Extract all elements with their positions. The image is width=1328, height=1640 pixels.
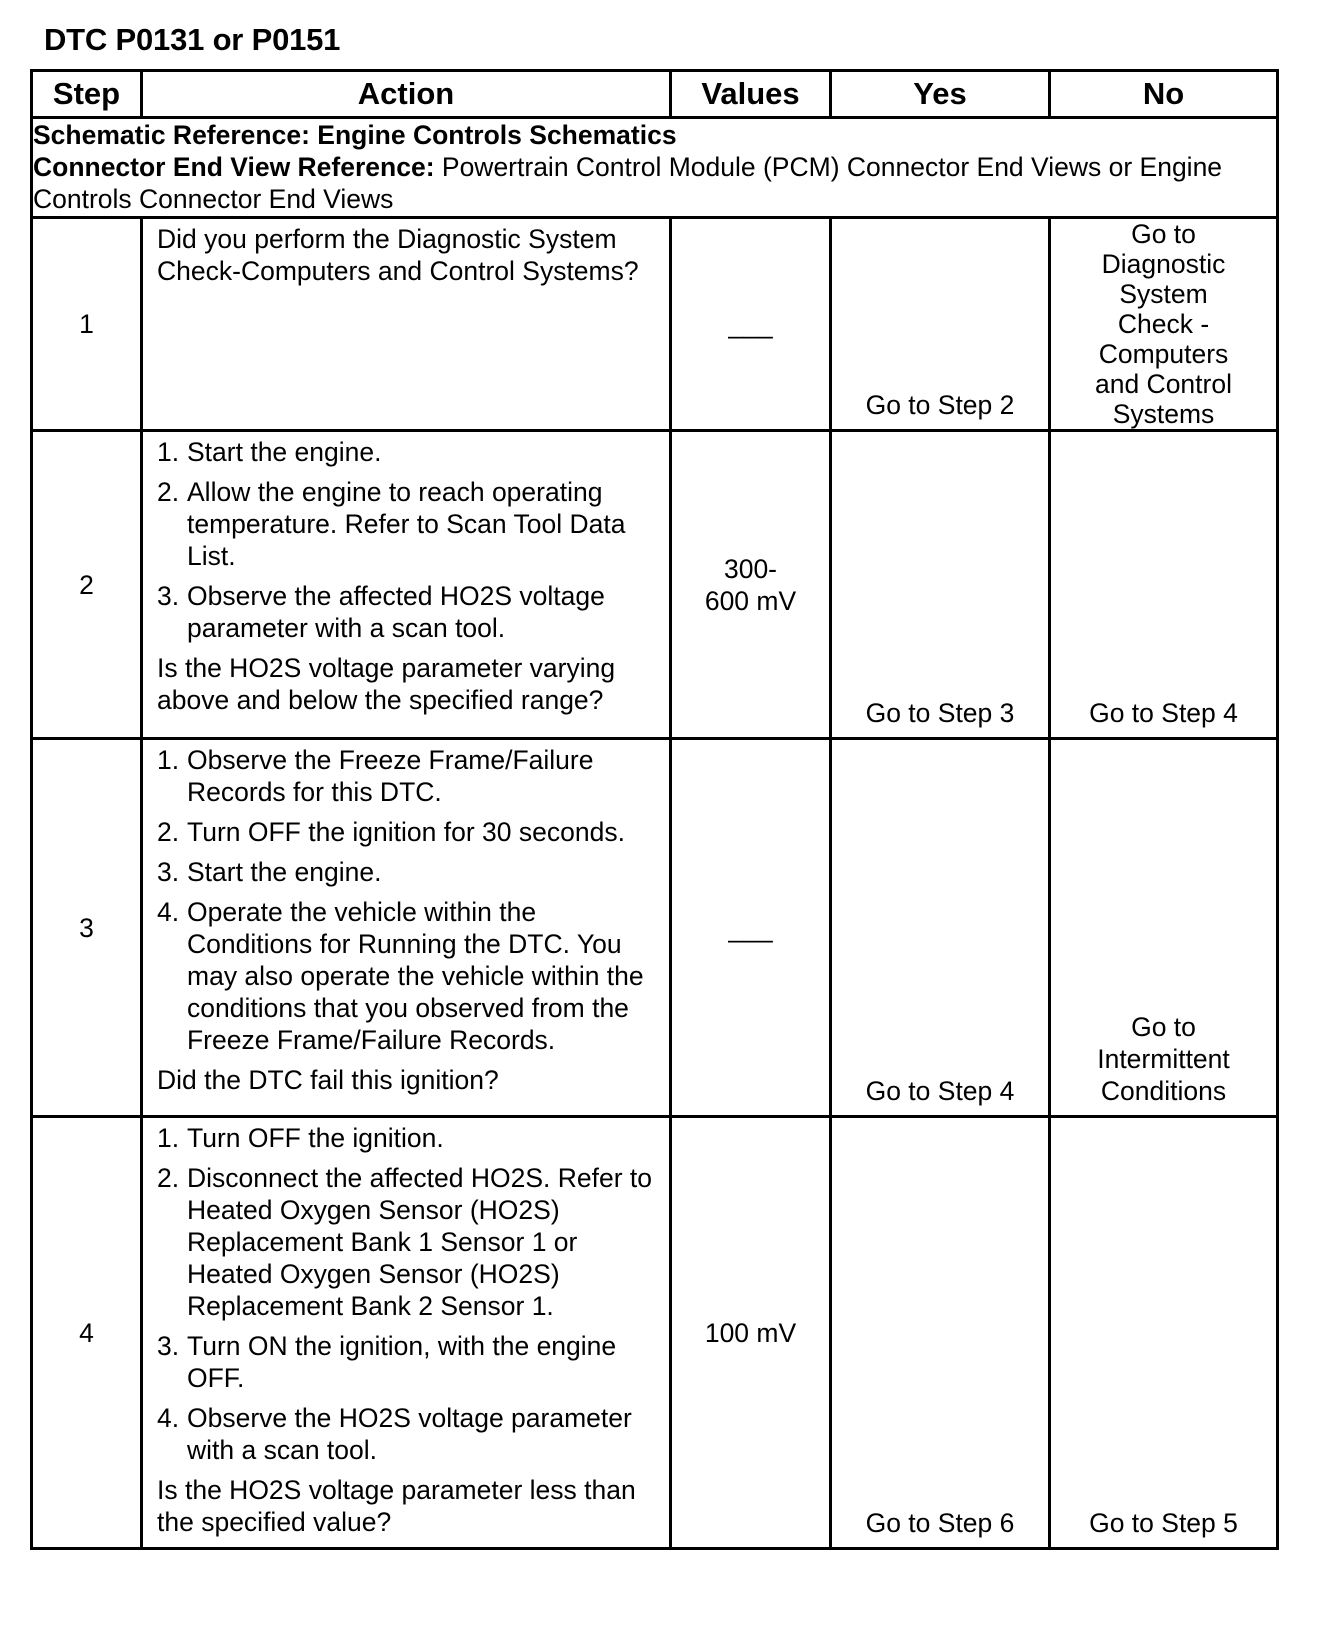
connector-reference-label: Connector End View Reference: [33, 152, 435, 182]
step-number: 3 [32, 739, 142, 1117]
yes-cell: Go to Step 2 [831, 218, 1050, 431]
action-question: Is the HO2S voltage parameter less than the specified value? [157, 1475, 636, 1537]
header-action: Action [142, 71, 671, 118]
yes-cell: Go to Step 6 [831, 1117, 1050, 1549]
value-cell: ___ [671, 739, 831, 1117]
no-cell [1050, 218, 1278, 431]
list-item: 1. Start the engine. [157, 437, 382, 467]
no-text: Go to Diagnostic System Check - Computers and Control Systems [1094, 219, 1232, 429]
list-item: 4. Observe the HO2S voltage parameter with a scan tool. [157, 1403, 632, 1465]
reference-row [32, 118, 1278, 218]
list-item: 4. Operate the vehicle within the Conditions for Running the DTC. You may also operate the vehicle within the conditions that you observed from the Freeze Frame/Failure Records. [157, 897, 644, 1055]
step-number: 1 [32, 218, 142, 431]
action-question: Did the DTC fail this ignition? [157, 1065, 499, 1095]
list-item: 1. Turn OFF the ignition. [157, 1123, 444, 1153]
header-values: Values [671, 71, 831, 118]
list-item: 2. Turn OFF the ignition for 30 seconds. [157, 817, 625, 847]
action-cell [142, 431, 671, 739]
table-row [32, 1117, 1278, 1549]
connector-reference-text: Powertrain Control Module (PCM) Connector End Views or Engine Controls Connector End Views [33, 152, 1223, 214]
schematic-reference: Schematic Reference: Engine Controls Schematics [33, 120, 677, 150]
header-step: Step [32, 71, 142, 118]
yes-cell: Go to Step 4 [831, 739, 1050, 1117]
table-row [32, 218, 1278, 431]
header-row [32, 71, 1278, 118]
list-item: 3. Turn ON the ignition, with the engine OFF. [157, 1331, 617, 1393]
no-cell: Go to Step 5 [1050, 1117, 1278, 1549]
action-list [157, 436, 659, 644]
list-item: 1. Observe the Freeze Frame/Failure Records for this DTC. [157, 745, 594, 807]
action-list [157, 744, 659, 1056]
list-item: 3. Start the engine. [157, 857, 382, 887]
list-item: 2. Allow the engine to reach operating temperature. Refer to Scan Tool Data List. [157, 477, 626, 571]
action-text: Did you perform the Diagnostic System Check-Computers and Control Systems? [157, 224, 639, 286]
no-text: Go to Intermittent Conditions [1097, 1012, 1230, 1106]
yes-cell: Go to Step 3 [831, 431, 1050, 739]
value-cell: 300-600 mV [671, 431, 831, 739]
action-question: Is the HO2S voltage parameter varying above and below the specified range? [157, 653, 616, 715]
table-row [32, 739, 1278, 1117]
action-list [157, 1122, 659, 1466]
no-cell: Go to Step 4 [1050, 431, 1278, 739]
action-cell [142, 739, 671, 1117]
step-number: 2 [32, 431, 142, 739]
no-cell [1050, 739, 1278, 1117]
header-yes: Yes [831, 71, 1050, 118]
value-cell: 100 mV [671, 1117, 831, 1549]
diagnostic-table [30, 69, 1279, 1550]
header-no: No [1050, 71, 1278, 118]
page-title: DTC P0131 or P0151 [44, 22, 341, 57]
action-cell [142, 218, 671, 431]
list-item: 2. Disconnect the affected HO2S. Refer to Heated Oxygen Sensor (HO2S) Replacement Bank 1 Sensor 1 or Heated Oxygen Sensor (HO2S) Replacement Bank 2 Sensor 1. [157, 1163, 652, 1321]
step-number: 4 [32, 1117, 142, 1549]
action-cell [142, 1117, 671, 1549]
reference-cell [32, 118, 1278, 218]
value-cell: ___ [671, 218, 831, 431]
table-row [32, 431, 1278, 739]
list-item: 3. Observe the affected HO2S voltage parameter with a scan tool. [157, 581, 605, 643]
